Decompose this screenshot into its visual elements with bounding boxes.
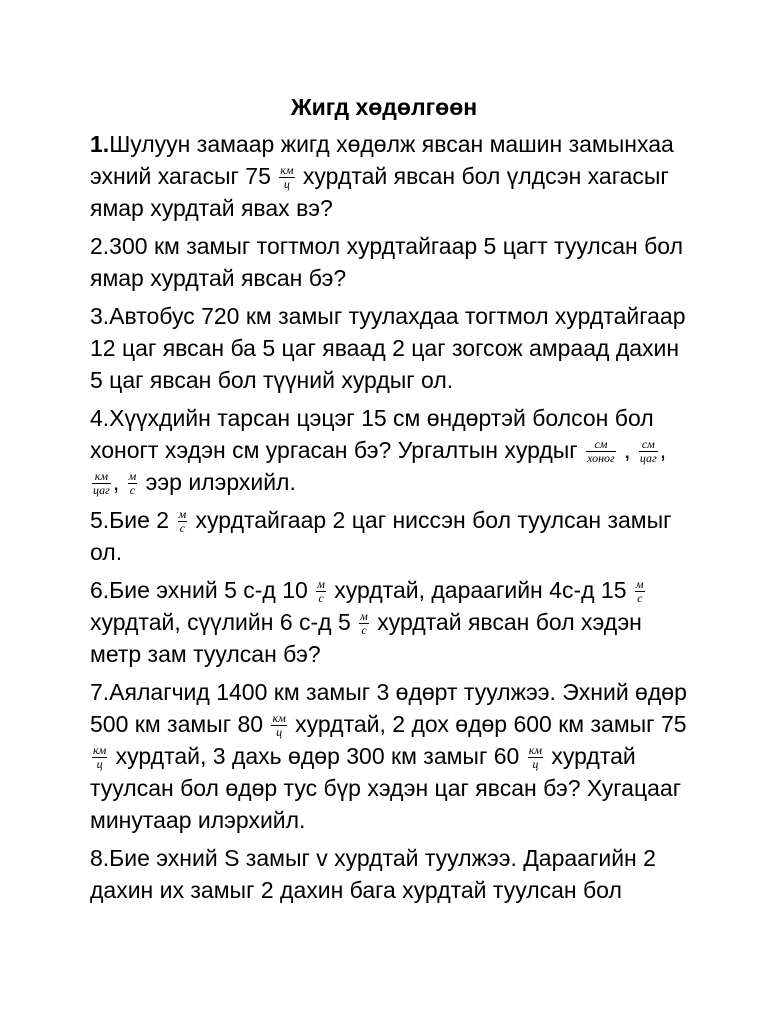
problem-text: 6.Бие эхний 5 с-д 10 [90,577,315,603]
fraction-numerator: м [317,577,325,592]
fraction-numerator: м [360,609,368,624]
problem-4 [90,402,690,498]
fraction-denominator: ц [276,725,283,740]
separator: , [112,469,126,495]
fraction-numerator: м [178,507,187,522]
fraction-m-per-s [316,579,326,604]
problem-text: хурдтай туулсан бол өдөр тус бүр хэдэн цаг явсан бэ? Хугацааг минутаар илэрхийл. [90,743,682,833]
problem-6 [90,574,690,670]
fraction-denominator: цаг [93,483,110,498]
problem-text: хурдтайгаар 2 цаг ниссэн бол туулсан замыг ол. [90,507,672,565]
fraction-m-per-s [128,471,138,496]
fraction-km-per-hour [92,471,111,496]
fraction-m-per-s [178,509,188,534]
fraction-km-per-hour [271,713,286,738]
problem-text: ээр илэрхийл. [139,469,296,495]
problem-list [90,128,690,912]
problem-8: 8.Бие эхний S замыг v хурдтай туулжээ. Дараагийн 2 дахин их замыг 2 дахин бага хурдтай туулсан бол [90,845,656,903]
fraction-m-per-s [635,579,645,604]
fraction-m-per-s [359,611,369,636]
fraction-denominator: с [637,591,643,606]
problem-text: хурдтай, сүүлийн 6 с-д 5 [90,609,358,635]
fraction-numerator: см [639,439,658,452]
fraction-denominator: ц [532,757,539,772]
problem-text: хурдтай, 3 дахь өдөр 300 км замыг 60 [109,743,526,769]
problem-2: 2.300 км замыг тогтмол хурдтайгаар 5 цагт туулсан бол ямар хурдтай явсан бэ? [90,233,683,291]
fraction-numerator: м [128,469,137,484]
fraction-numerator: км [92,471,111,484]
fraction-numerator: км [280,163,294,178]
problem-7 [90,676,690,836]
fraction-denominator: ц [96,757,103,772]
fraction-cm-per-hour [639,439,658,464]
separator: , [617,437,637,463]
problem-text: хурдтай явсан бол үлдсэн хагасыг ямар хурдтай явах вэ? [90,163,669,221]
problem-number: 1. [90,131,110,157]
page-title: Жигд хөдөлгөөн [290,94,478,120]
fraction-numerator: м [635,577,644,592]
problem-text: хурдтай, дараагийн 4с-д 15 [327,577,633,603]
fraction-denominator: с [129,483,136,498]
fraction-km-per-hour [279,165,294,190]
problem-text: хурдтай явсан бол хэдэн метр зам туулсан бэ? [90,609,642,667]
problem-text: 4.Хүүхдийн тарсан цэцэг 15 см өндөртэй болсон бол хоногт хэдэн см ургасан бэ? Ургалтын хурдыг [90,405,654,463]
fraction-denominator: ц [283,177,290,192]
fraction-km-per-hour [92,745,107,770]
fraction-denominator: цаг [639,451,657,466]
problem-text: 7.Аялагчид 1400 км замыг 3 өдөрт туулжээ. Эхний өдөр 500 км замыг 80 [90,679,687,737]
fraction-numerator: км [272,711,286,726]
fraction-km-per-hour [528,745,543,770]
fraction-denominator: хоног [587,451,615,466]
fraction-numerator: км [528,743,542,758]
problem-5 [90,504,690,568]
fraction-denominator: с [179,521,185,536]
problem-text: 5.Бие 2 [90,507,176,533]
problem-3: 3.Автобус 720 км замыг туулахдаа тогтмол хурдтайгаар 12 цаг явсан ба 5 цаг яваад 2 цаг зогсож амраад дахин 5 цаг явсан бол түүний хурдыг ол. [90,303,686,393]
problem-text: хурдтай, 2 дох өдөр 600 км замыг 75 [288,711,687,737]
fraction-numerator: см [586,439,616,452]
fraction-numerator: км [93,743,107,758]
fraction-cm-per-day [586,439,616,464]
fraction-denominator: с [361,623,367,638]
fraction-denominator: с [318,591,324,606]
separator: , [659,437,667,463]
problem-1 [90,128,690,224]
problem-text: Шулуун замаар жигд хөдөлж явсан машин замынхаа эхний хагасыг 75 [90,131,674,189]
